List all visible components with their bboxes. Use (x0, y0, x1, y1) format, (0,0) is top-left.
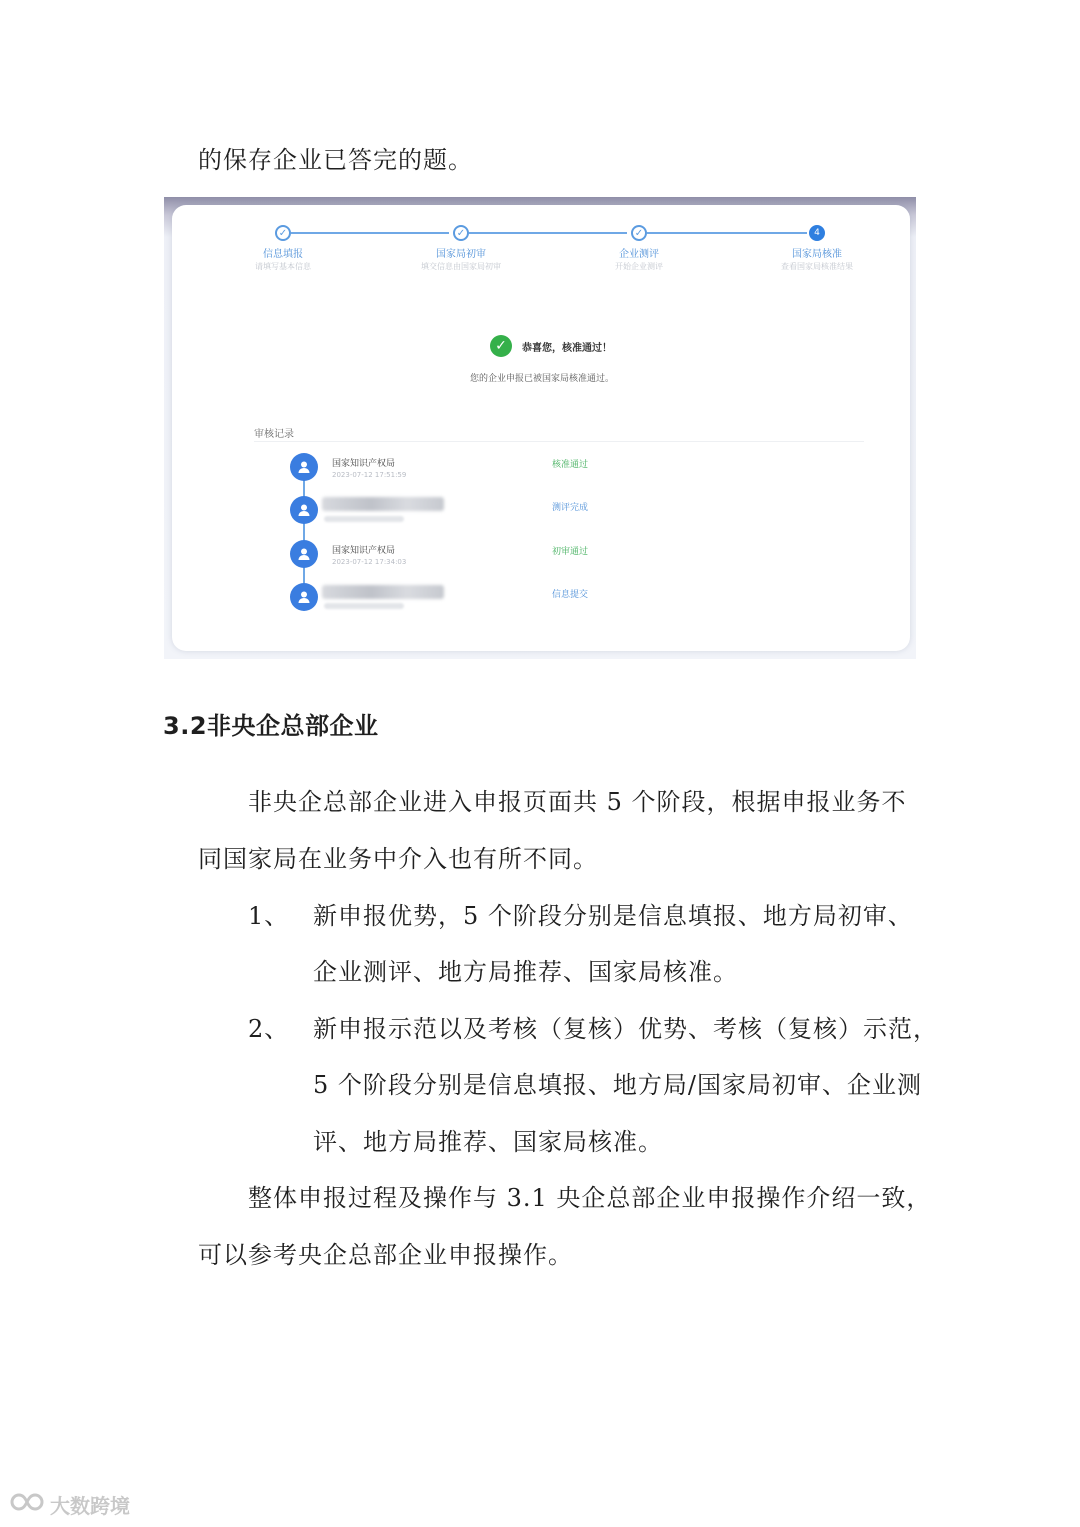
redacted-name (322, 585, 444, 599)
intro-text: 的保存企业已答完的题。 (198, 146, 473, 174)
step-sub: 查看国家局核准结果 (781, 262, 853, 271)
divider (254, 441, 864, 442)
list-item-line: 新申报示范以及考核（复核）优势、考核（复核）示范， (313, 1015, 938, 1043)
record-status: 初审通过 (552, 547, 589, 557)
success-check-icon: ✓ (490, 335, 512, 357)
watermark (10, 1490, 130, 1519)
step-connector (469, 232, 627, 234)
user-avatar-icon (290, 453, 318, 481)
step-label: 企业测评 (619, 249, 659, 260)
record-time: 2023-07-12 17:51:59 (332, 471, 407, 479)
redacted-time (324, 516, 404, 522)
watermark-text: 大数跨境 (50, 1494, 130, 1518)
embedded-screenshot (164, 197, 916, 659)
step-sub: 填交信息由国家局初审 (421, 262, 501, 271)
record-name: 国家知识产权局 (332, 459, 396, 469)
record-name: 国家知识产权局 (332, 546, 396, 556)
list-item-line: 评、地方局推荐、国家局核准。 (313, 1128, 663, 1156)
paragraph-line: 可以参考央企总部企业申报操作。 (198, 1241, 573, 1269)
step-check-icon: ✓ (453, 225, 469, 241)
section-heading: 3.2非央企总部企业 (163, 712, 379, 740)
record-time: 2023-07-12 17:34:03 (332, 558, 407, 566)
list-item-line: 5 个阶段分别是信息填报、地方局/国家局初审、企业测 (313, 1071, 922, 1099)
step-label: 国家局核准 (792, 249, 842, 260)
record-status: 核准通过 (552, 460, 589, 470)
paragraph-line: 同国家局在业务中介入也有所不同。 (198, 845, 598, 873)
step-sub: 开始企业测评 (615, 262, 663, 271)
step-number-badge: 4 (809, 225, 825, 241)
user-avatar-icon (290, 583, 318, 611)
approval-panel (172, 205, 910, 651)
record-status: 信息提交 (552, 590, 589, 600)
list-item-line: 新申报优势，5 个阶段分别是信息填报、地方局初审、 (313, 902, 913, 930)
redacted-time (324, 603, 404, 609)
list-item-line: 企业测评、地方局推荐、国家局核准。 (313, 958, 738, 986)
list-number: 1、 (248, 902, 290, 930)
paragraph-line: 非央企总部企业进入申报页面共 5 个阶段，根据申报业务不 (248, 788, 907, 816)
step-connector (647, 232, 807, 234)
infinity-logo-icon (10, 1491, 44, 1518)
step-connector (291, 232, 449, 234)
list-number: 2、 (248, 1015, 290, 1043)
record-section-title: 审核记录 (254, 429, 294, 440)
timeline-line (303, 467, 305, 595)
record-status: 测评完成 (552, 503, 589, 513)
success-title: 恭喜您，核准通过！ (522, 343, 612, 354)
step-label: 信息填报 (263, 249, 303, 260)
redacted-name (322, 497, 444, 511)
step-sub: 请填写基本信息 (255, 262, 311, 271)
step-label: 国家局初审 (436, 249, 486, 260)
step-check-icon: ✓ (631, 225, 647, 241)
user-avatar-icon (290, 496, 318, 524)
paragraph-line: 整体申报过程及操作与 3.1 央企总部企业申报操作介绍一致， (248, 1184, 932, 1212)
step-check-icon: ✓ (275, 225, 291, 241)
success-description: 您的企业申报已被国家局核准通过。 (469, 374, 614, 384)
user-avatar-icon (290, 540, 318, 568)
